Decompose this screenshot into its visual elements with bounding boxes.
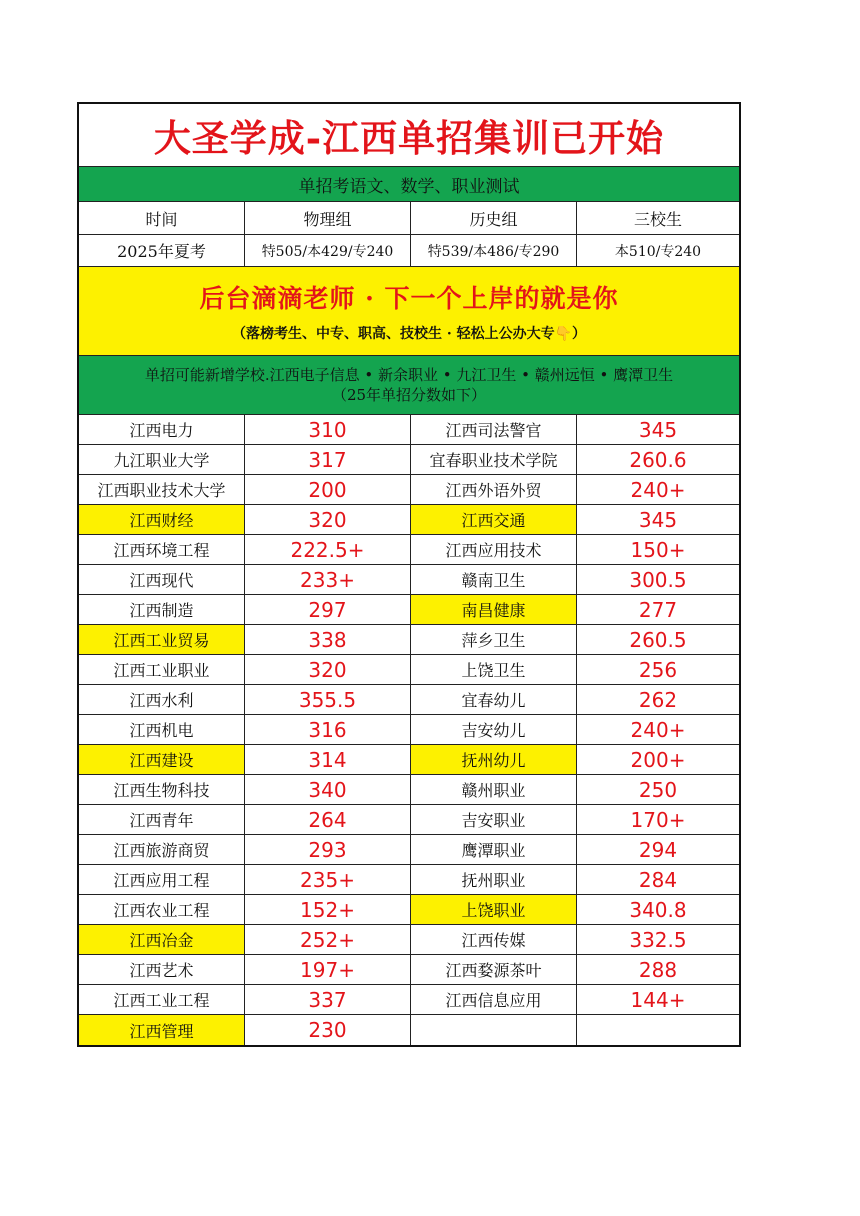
score-left: 152+ xyxy=(245,895,411,924)
score-right: 284 xyxy=(638,867,678,892)
header-time: 时间 xyxy=(79,202,245,234)
school-name-right: 宜春幼儿 xyxy=(411,685,577,714)
score-left: 340 xyxy=(245,775,411,804)
school-name-right: 江西交通 xyxy=(411,505,577,534)
header-physics: 物理组 xyxy=(245,202,411,234)
school-name-left: 江西青年 xyxy=(79,805,245,834)
school-name-right: 鹰潭职业 xyxy=(411,835,577,864)
school-name-right: 赣州职业 xyxy=(411,775,577,804)
notice-line1: 单招可能新增学校.江西电子信息 • 新余职业 • 九江卫生 • 赣州远恒 • 鹰潭卫生 xyxy=(144,366,674,384)
school-name-left: 江西现代 xyxy=(79,565,245,594)
school-name-left: 江西制造 xyxy=(79,595,245,624)
table-row xyxy=(79,415,739,445)
school-name-left: 江西旅游商贸 xyxy=(79,835,245,864)
school-name-left: 九江职业大学 xyxy=(79,445,245,474)
school-name-left: 江西财经 xyxy=(79,505,245,534)
summary-time: 2025年夏考 xyxy=(79,235,245,266)
score-left: 200 xyxy=(245,475,411,504)
school-name-right: 上饶卫生 xyxy=(411,655,577,684)
score-left: 235+ xyxy=(245,865,411,894)
school-name-left: 江西环境工程 xyxy=(79,535,245,564)
table-row xyxy=(79,805,739,835)
school-name-right: 吉安幼儿 xyxy=(411,715,577,744)
table-row xyxy=(79,865,739,895)
school-name-left: 江西电力 xyxy=(79,415,245,444)
school-name-left: 江西工业贸易 xyxy=(79,625,245,654)
school-name-left: 江西机电 xyxy=(79,715,245,744)
school-name-left: 江西应用工程 xyxy=(79,865,245,894)
page-title: 大圣学成-江西单招集训已开始 xyxy=(79,104,739,167)
table-row xyxy=(79,925,739,955)
school-name-left: 江西冶金 xyxy=(79,925,245,954)
school-name-right: 江西司法警官 xyxy=(411,415,577,444)
table-row xyxy=(79,595,739,625)
school-name-right: 赣南卫生 xyxy=(411,565,577,594)
school-name-left: 江西农业工程 xyxy=(79,895,245,924)
school-name-right: 宜春职业技术学院 xyxy=(411,445,577,474)
score-right: 144+ xyxy=(630,987,686,1012)
score-table xyxy=(79,415,739,1045)
score-right: 260.6 xyxy=(629,447,687,472)
table-row xyxy=(79,745,739,775)
score-right: 277 xyxy=(638,597,678,622)
school-name-left: 江西工业工程 xyxy=(79,985,245,1014)
school-name-left: 江西工业职业 xyxy=(79,655,245,684)
score-right: 332.5 xyxy=(629,927,687,952)
score-left: 320 xyxy=(245,655,411,684)
score-left: 197+ xyxy=(245,955,411,984)
table-row xyxy=(79,685,739,715)
score-right: 200+ xyxy=(630,747,686,772)
table-row xyxy=(79,955,739,985)
score-right: 150+ xyxy=(630,537,686,562)
table-row xyxy=(79,445,739,475)
notice-line2: （25年单招分数如下） xyxy=(331,386,487,404)
score-left: 337 xyxy=(245,985,411,1014)
score-left: 317 xyxy=(245,445,411,474)
school-name-left: 江西建设 xyxy=(79,745,245,774)
score-right: 294 xyxy=(638,837,678,862)
summary-physics: 特505/本429/专240 xyxy=(245,235,411,266)
school-name-left: 江西艺术 xyxy=(79,955,245,984)
school-name-right: 江西外语外贸 xyxy=(411,475,577,504)
table-row xyxy=(79,985,739,1015)
school-name-left: 江西职业技术大学 xyxy=(79,475,245,504)
score-right: 170+ xyxy=(630,807,686,832)
score-right xyxy=(577,1015,739,1045)
table-row xyxy=(79,655,739,685)
score-right: 345 xyxy=(638,507,678,532)
promo-main: 后台滴滴老师 · 下一个上岸的就是你 xyxy=(199,284,619,313)
table-row xyxy=(79,535,739,565)
promo-sub: （落榜考生、中专、职高、技校生 · 轻松上公办大专👇） xyxy=(231,326,587,342)
table-row xyxy=(79,505,739,535)
score-right: 345 xyxy=(638,417,678,442)
summary-history: 特539/本486/专290 xyxy=(411,235,577,266)
score-right: 300.5 xyxy=(629,567,687,592)
table-row xyxy=(79,895,739,925)
notice-band xyxy=(79,356,739,415)
score-left: 233+ xyxy=(245,565,411,594)
table-row xyxy=(79,565,739,595)
score-left: 316 xyxy=(245,715,411,744)
school-name-right: 江西应用技术 xyxy=(411,535,577,564)
score-right: 256 xyxy=(638,657,678,682)
score-right: 262 xyxy=(638,687,678,712)
summary-row xyxy=(79,235,739,267)
table-row xyxy=(79,775,739,805)
school-name-left: 江西水利 xyxy=(79,685,245,714)
score-left: 355.5 xyxy=(245,685,411,714)
school-name-right: 抚州职业 xyxy=(411,865,577,894)
score-left: 222.5+ xyxy=(245,535,411,564)
table-row xyxy=(79,625,739,655)
school-name-right: 萍乡卫生 xyxy=(411,625,577,654)
school-name-right: 江西婺源茶叶 xyxy=(411,955,577,984)
table-row xyxy=(79,1015,739,1045)
school-name-right: 上饶职业 xyxy=(411,895,577,924)
subject-band: 单招考语文、数学、职业测试 xyxy=(79,167,739,202)
score-right: 240+ xyxy=(630,477,686,502)
score-right: 340.8 xyxy=(629,897,687,922)
promo-band xyxy=(79,267,739,356)
header-row xyxy=(79,202,739,235)
school-name-left: 江西管理 xyxy=(79,1015,245,1045)
score-left: 293 xyxy=(245,835,411,864)
score-left: 264 xyxy=(245,805,411,834)
header-three-school: 三校生 xyxy=(633,209,682,229)
school-name-right: 南昌健康 xyxy=(411,595,577,624)
score-sheet xyxy=(77,102,741,1047)
table-row xyxy=(79,835,739,865)
school-name-right: 江西传媒 xyxy=(411,925,577,954)
score-right: 240+ xyxy=(630,717,686,742)
school-name-left: 江西生物科技 xyxy=(79,775,245,804)
school-name-right: 吉安职业 xyxy=(411,805,577,834)
school-name-right xyxy=(411,1015,577,1045)
header-history: 历史组 xyxy=(411,202,577,234)
score-left: 230 xyxy=(245,1015,411,1045)
score-left: 297 xyxy=(245,595,411,624)
table-row xyxy=(79,475,739,505)
school-name-right: 抚州幼儿 xyxy=(411,745,577,774)
score-left: 338 xyxy=(245,625,411,654)
score-left: 314 xyxy=(245,745,411,774)
school-name-right: 江西信息应用 xyxy=(411,985,577,1014)
score-right: 250 xyxy=(638,777,678,802)
score-left: 320 xyxy=(245,505,411,534)
score-left: 310 xyxy=(245,415,411,444)
score-right: 288 xyxy=(638,957,678,982)
table-row xyxy=(79,715,739,745)
score-left: 252+ xyxy=(245,925,411,954)
summary-three-school: 本510/专240 xyxy=(614,243,702,260)
score-right: 260.5 xyxy=(629,627,687,652)
